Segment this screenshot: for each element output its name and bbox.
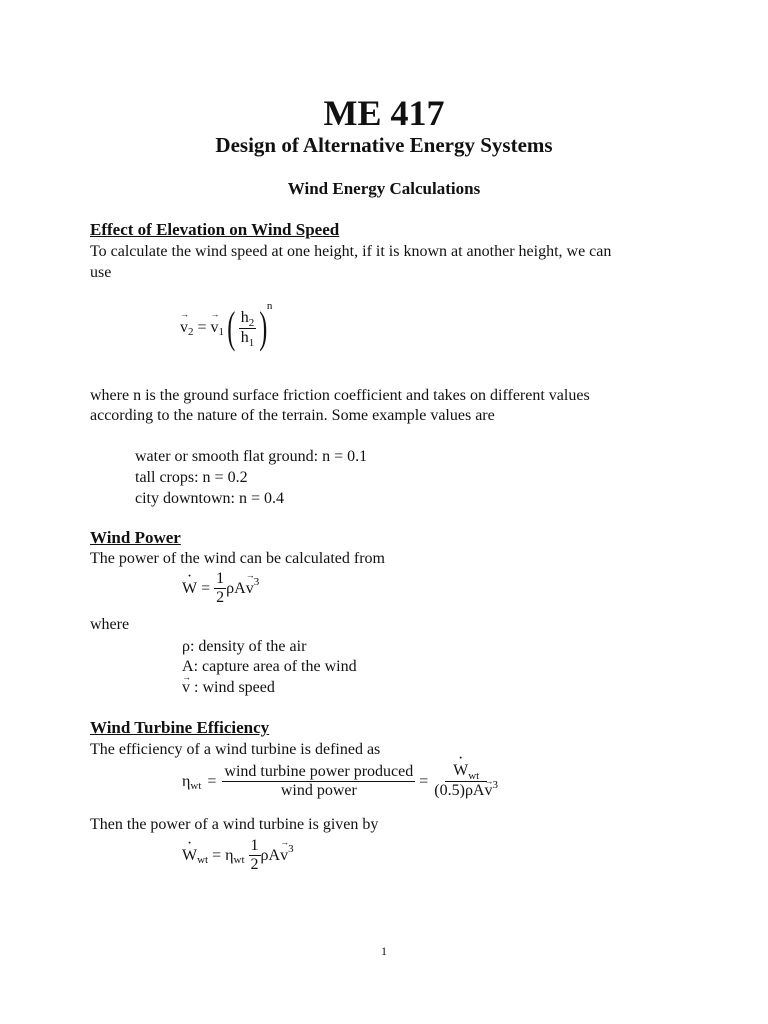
eta-subscript: wt <box>233 853 245 866</box>
velocity-symbol: → v <box>484 782 492 800</box>
course-number: ME 417 <box>323 93 445 133</box>
wind-power-intro: The power of the wind can be calculated from <box>90 550 385 567</box>
turbine-power-symbol: · W <box>182 847 197 865</box>
fraction-numerator: wind turbine power produced <box>224 763 414 780</box>
h1-symbol: h <box>240 328 249 346</box>
fraction-denominator: 2 <box>250 856 259 873</box>
eta-subscript: wt <box>190 779 202 792</box>
area-symbol: A <box>182 658 194 675</box>
equals-sign: = <box>201 579 211 597</box>
fraction-numerator: 1 <box>216 570 225 587</box>
half-fraction <box>214 570 226 607</box>
velocity-symbol: → v <box>280 847 288 865</box>
equals-sign: = <box>212 846 222 864</box>
example-value: city downtown: n = 0.4 <box>135 490 285 507</box>
h2-symbol: h <box>240 308 249 326</box>
eta-symbol: η <box>225 846 234 864</box>
turbine-power-symbol: · W <box>453 762 468 780</box>
course-title: Design of Alternative Energy Systems <box>215 133 553 157</box>
elevation-intro-line2: use <box>90 264 112 281</box>
left-paren: ( <box>227 303 236 352</box>
elevation-equation <box>180 300 273 352</box>
fraction-denominator: 2 <box>216 589 225 606</box>
v2-subscript: 2 <box>188 326 194 338</box>
example-value: tall crops: n = 0.2 <box>135 469 248 486</box>
equals-sign: = <box>207 772 217 790</box>
rho-symbol: ρ <box>182 638 190 655</box>
fraction-numerator: 1 <box>250 837 259 854</box>
efficiency-intro: The efficiency of a wind turbine is defined as <box>90 741 381 758</box>
efficiency-heading: Wind Turbine Efficiency <box>90 718 270 737</box>
v2-symbol: → v <box>180 319 188 337</box>
turbine-power-subscript: wt <box>468 770 480 782</box>
friction-desc-line2: according to the nature of the terrain. Some example values are <box>90 407 495 424</box>
h1-subscript: 1 <box>248 336 255 349</box>
definition-area <box>182 656 357 677</box>
eta-symbol: η <box>182 772 191 790</box>
turbine-power-equation <box>182 837 294 874</box>
equals-sign: = <box>419 772 429 790</box>
v1-subscript: 1 <box>218 326 225 338</box>
equals-sign: = <box>197 319 207 336</box>
rho-definition: : density of the air <box>189 638 307 655</box>
fraction-denominator: wind power <box>280 782 357 799</box>
speed-definition: : wind speed <box>190 679 275 696</box>
density-area: ρA <box>226 579 246 597</box>
exponent: 3 <box>253 575 260 588</box>
turbine-power-subscript: wt <box>197 853 209 866</box>
topic-title: Wind Energy Calculations <box>287 179 481 198</box>
exponent-n: n <box>266 300 273 312</box>
example-value: water or smooth flat ground: n = 0.1 <box>135 448 368 465</box>
definition-speed <box>182 677 275 698</box>
denominator-text: (0.5)ρA <box>434 782 485 799</box>
wind-power-equation <box>182 570 259 607</box>
exponent: 3 <box>492 779 498 791</box>
page-number: 1 <box>381 944 387 958</box>
v1-symbol: → v <box>211 319 219 337</box>
where-label: where <box>90 616 130 633</box>
elevation-intro-line1: To calculate the wind speed at one height, if it is known at another height, we can <box>90 243 612 260</box>
friction-desc-line1: where n is the ground surface friction coefficient and takes on different values <box>90 387 590 404</box>
h2-subscript: 2 <box>248 316 255 329</box>
efficiency-equation <box>182 762 500 801</box>
power-symbol: · W <box>182 580 197 598</box>
right-paren: ) <box>259 303 268 352</box>
density-area: ρA <box>260 846 281 864</box>
exponent: 3 <box>288 842 294 855</box>
half-fraction <box>249 837 261 874</box>
elevation-heading: Effect of Elevation on Wind Speed <box>90 220 340 239</box>
efficiency-text-fraction <box>222 763 415 800</box>
wind-power-heading: Wind Power <box>90 528 181 547</box>
speed-symbol: → v <box>182 677 190 698</box>
area-definition: : capture area of the wind <box>193 658 357 675</box>
velocity-symbol: → v <box>246 580 254 598</box>
turbine-power-intro: Then the power of a wind turbine is given by <box>90 816 379 833</box>
height-ratio <box>239 309 257 348</box>
efficiency-symbol-fraction <box>432 762 500 801</box>
definition-rho <box>182 636 306 657</box>
